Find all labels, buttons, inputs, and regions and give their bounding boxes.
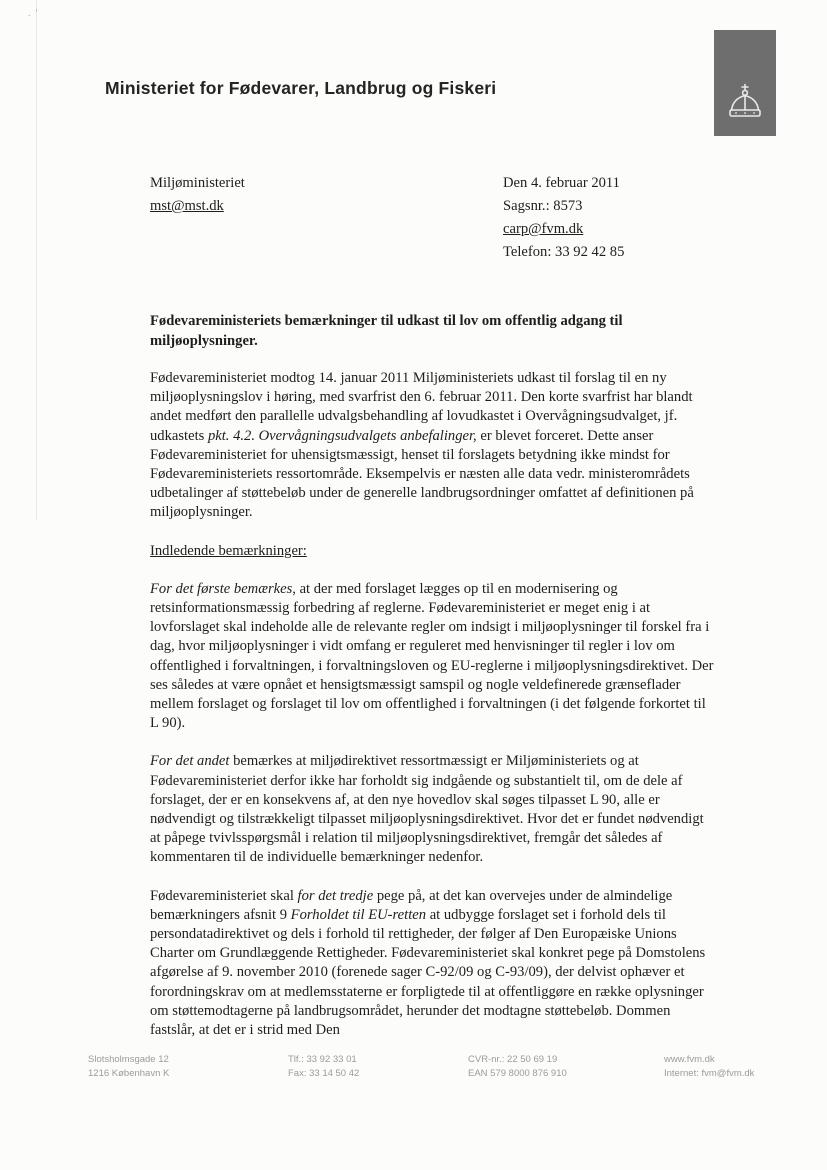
recipient-name: Miljøministeriet xyxy=(150,175,245,191)
contact-email: carp@fvm.dk xyxy=(503,221,584,237)
contact-phone: Telefon: 33 92 42 85 xyxy=(503,244,625,260)
letter-meta-block xyxy=(503,172,624,264)
body-paragraph: Fødevareministeriet modtog 14. januar 2011 Miljøministeriets udkast til forslag til en ny miljøoplysningslov i høring, med svarfrist den 6. februar 2011. Den korte svarfrist har blandt andet medført den parallelle udvalgsbehandling af lovudkastet i Overvågningsudvalget, jf. udkastets pkt. 4.2. Overvågningsudvalgets anbefalinger, er blevet forceret. Dette anser Fødevareministeriet for uhensigtsmæssigt, henset til forslagets betydning ikke mindst for Fødevareministeriets ressortområde. Eksempelvis er næsten alle data vedr. ministerområdets udbetalinger af støttebeløb under de generelle landbrugsordninger omfattet af definitionen på miljøoplysninger. xyxy=(150,370,694,521)
footer-line: Tlf.: 33 92 33 01 xyxy=(288,1054,357,1065)
body-paragraph: For det andet bemærkes at miljødirektivet ressortmæssigt er Miljøministeriets og at Fødevareministeriet derfor ikke har forholdt sig indgående og substantielt til, om de dele af forslaget, der er en konsekvens af, at den nye hovedlov skal søges tilpasset L 90, alle er nødvendigt og tilstrækkeligt tilpasset miljøoplysningsdirektivet. Hvor det er fundet nødvendigt at påpege tvivlsspørgsmål i relation til miljøoplysningsdirektivet, fremgår det således af kommentaren til de individuelle bemærkninger nedenfor. xyxy=(150,753,704,866)
footer-line: Internet: fvm@fvm.dk xyxy=(664,1068,755,1080)
body-paragraph: Fødevareministeriet skal for det tredje pege på, at det kan overvejes under de almindelige bemærkningers afsnit 9 Forholdet til EU-retten at udbygge forslaget set i forhold dels til persondatadirektivet og dels i forhold til rettigheder, der følger af Den Europæiske Unions Charter om Grundlæggende Rettigheder. Fødevareministeriet skal konkret pege på Domstolens afgørelse af 9. november 2010 (forenede sager C-92/09 og C-93/09), der delvist ophæver et forordningskrav om at medlemsstaterne er forpligtede til at offentliggøre en række oplysninger om støttemodtagerne på landbrugsområdet, herunder det modtagne støttebeløb. Dommen fastslår, at det er i strid med Den xyxy=(150,887,706,1039)
section-heading: Indledende bemærkninger: xyxy=(150,542,307,559)
footer-phone-column xyxy=(288,1053,468,1082)
footer-line: 1216 København K xyxy=(88,1068,170,1080)
footer-address-column xyxy=(88,1053,288,1082)
footer-line: Fax: 33 14 50 42 xyxy=(288,1068,360,1080)
ministry-logo xyxy=(714,30,776,136)
footer-line: www.fvm.dk xyxy=(664,1054,715,1065)
letter-body xyxy=(150,369,717,1059)
scan-artifact-speck: . ’ xyxy=(28,8,38,18)
letter-date: Den 4. februar 2011 xyxy=(503,175,620,191)
footer-line: CVR-nr.: 22 50 69 19 xyxy=(468,1054,558,1065)
letter-footer xyxy=(88,1053,797,1082)
danish-crown-icon xyxy=(725,83,765,126)
scan-artifact-line xyxy=(36,0,37,520)
body-paragraph: For det første bemærkes, at der med forslaget lægges op til en modernisering og retsinformationsmæssig forbedring af reglerne. Fødevareministeriet er meget enig i at lovforslaget skal indeholde alle de relevante regler om indsigt i miljøoplysninger til forskel fra i dag, hvor miljøoplysninger i vidt omfang er reguleret med henvisninger til regler i lov om offentlighed i forvaltningen, i forvaltningsloven og EU-reglerne i miljøoplysningsdirektivet. Der ses således at være opnået et hensigtsmæssigt samspil og nogle veldefinerede grænseflader mellem forslaget og forslaget til lov om offentlighed i forvaltningen (i det følgende forkortet til L 90). xyxy=(150,580,714,732)
letter-subject: Fødevareministeriets bemærkninger til udkast til lov om offentlig adgang til miljøoplysninger. xyxy=(150,313,623,349)
recipient-email: mst@mst.dk xyxy=(150,198,224,214)
ministry-header-title: Ministeriet for Fødevarer, Landbrug og Fiskeri xyxy=(105,78,497,98)
footer-line: EAN 579 8000 876 910 xyxy=(468,1068,567,1080)
footer-web-column xyxy=(664,1053,754,1082)
footer-line: Slotsholmsgade 12 xyxy=(88,1054,169,1065)
recipient-block xyxy=(150,172,245,218)
case-number: Sagsnr.: 8573 xyxy=(503,198,583,214)
footer-registry-column xyxy=(468,1053,664,1082)
